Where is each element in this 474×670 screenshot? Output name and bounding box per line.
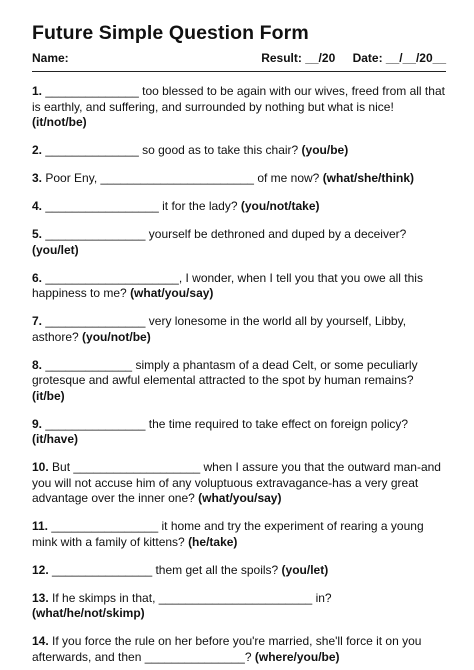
question-item (32, 199, 446, 215)
question-number: 12. (32, 562, 49, 577)
question-number: 7. (32, 314, 43, 328)
question-hint: (it/not/be) (32, 115, 87, 129)
question-text: ________________ it home and try the experiment of rearing a young mink with a family of kittens? (32, 519, 424, 549)
question-hint: (what/he/not/skimp) (32, 606, 145, 620)
question-item (32, 171, 446, 187)
page-title: Future Simple Question Form (32, 22, 309, 44)
question-hint: (you/let) (32, 242, 79, 257)
question-hint: (where/you/be) (254, 649, 340, 664)
question-number: 9. (32, 416, 43, 431)
question-list (32, 84, 446, 665)
question-item (32, 143, 446, 159)
question-text: ______________ so good as to take this chair? (42, 143, 302, 157)
name-label: Name: (32, 51, 69, 65)
question-item (32, 271, 446, 302)
question-hint: (you/not/take) (240, 199, 320, 213)
question-hint: (it/have) (32, 432, 79, 446)
question-item (32, 358, 446, 405)
question-item (32, 519, 446, 550)
question-item (32, 591, 446, 622)
question-item (32, 634, 446, 665)
header-divider (32, 71, 446, 72)
result-label: Result: __/20 (261, 51, 336, 65)
question-number: 5. (32, 227, 43, 241)
question-text: ____________________, I wonder, when I tell you that you owe all this happiness to me? (32, 270, 423, 300)
question-hint: (what/she/think) (322, 171, 415, 185)
question-item (32, 563, 446, 579)
question-text: But ___________________ when I assure you that the outward man-and you will not accuse him of any voluptuous extravagance-has a very great advantage over the inner one? (32, 460, 441, 505)
question-text: If you force the rule on her before you're married, she'll force it on you afterwards, and then _______________? (32, 634, 422, 664)
question-text: _______________ the time required to take effect on foreign policy? (42, 416, 409, 431)
question-item (32, 314, 446, 345)
question-text: ______________ too blessed to be again with our wives, freed from all that is earthly, and suffering, and surrounded by nothing but what is nice! (32, 84, 445, 114)
header-meta (32, 51, 446, 65)
question-text: _______________ very lonesome in the world all by yourself, Libby, asthore? (32, 314, 407, 344)
question-number: 1. (32, 84, 43, 98)
question-number: 11. (32, 519, 49, 533)
question-hint: (he/take) (188, 534, 238, 549)
question-hint: (what/you/say) (130, 286, 214, 300)
question-item (32, 227, 446, 258)
question-number: 4. (32, 199, 43, 213)
question-item (32, 460, 446, 507)
question-number: 6. (32, 270, 43, 285)
question-hint: (what/you/say) (198, 491, 282, 505)
question-item (32, 417, 446, 448)
question-number: 3. (32, 171, 43, 185)
question-number: 2. (32, 143, 43, 157)
question-hint: (you/not/be) (82, 329, 151, 344)
question-text: _________________ it for the lady? (42, 199, 241, 213)
question-item (32, 84, 446, 131)
question-text: _______________ them get all the spoils? (48, 562, 282, 577)
question-number: 10. (32, 460, 49, 474)
question-number: 14. (32, 634, 49, 648)
date-label: Date: __/__/20__ (352, 51, 446, 65)
question-text: Poor Eny, _______________________ of me now? (42, 171, 323, 185)
question-number: 8. (32, 357, 43, 372)
question-text: If he skimps in that, _______________________ in? (48, 590, 332, 605)
question-number: 13. (32, 590, 49, 605)
result-date-group (247, 51, 446, 65)
question-hint: (you/let) (281, 562, 329, 577)
question-text: _______________ yourself be dethroned and duped by a deceiver? (42, 227, 407, 241)
question-hint: (you/be) (301, 143, 349, 157)
question-text: _____________ simply a phantasm of a dead Celt, or some peculiarly grotesque and awful elemental attracted to the spot by human remains? (32, 357, 418, 387)
question-hint: (it/be) (32, 388, 65, 403)
